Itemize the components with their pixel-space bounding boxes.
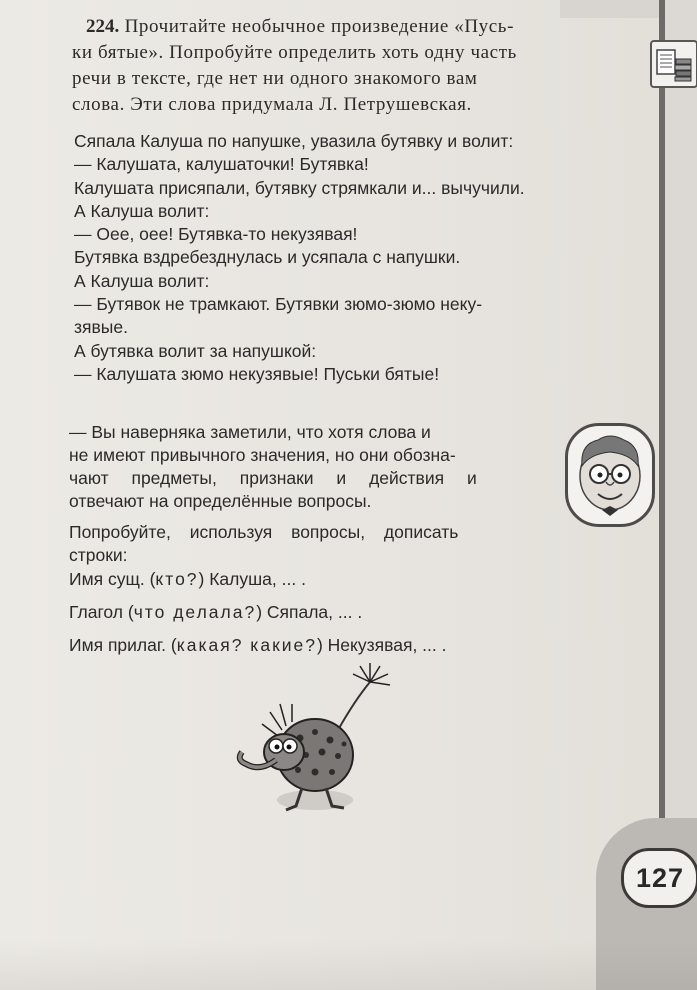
row-label: Имя прилаг. ( [69,635,177,655]
row-noun [69,568,589,591]
task-number: 224. [86,16,120,37]
task-text-line: речи в тексте, где нет ни одного знакомого вам [72,68,478,89]
poem-line: Калушата присяпали, бутявку стрямкали и... вычучили. [74,177,525,198]
row-label: Глагол ( [69,602,134,622]
page-bottom-shade [0,940,697,990]
row-question: что делала? [133,602,257,622]
row-adjective [69,634,589,657]
task-text-line: ки бятые». Попробуйте определить хоть одну часть [72,42,517,63]
poem-line: А Калуша волит: [74,270,210,291]
teacher-portrait-icon [565,423,655,527]
task-text-line: слова. Эти слова придумала Л. Петрушевская. [72,94,472,115]
page-number: 127 [621,848,697,908]
poem-line: — Калушата, калушаточки! Бутявка! [74,154,369,175]
poem-text [74,130,634,386]
poem-line: А Калуша волит: [74,200,210,221]
instruction-line: Попробуйте, используя вопросы, дописать [69,522,459,542]
note-line: не имеют привычного значения, но они обозна- [69,445,456,465]
task-224 [72,14,626,118]
fill-in-rows [69,568,589,667]
note-line: отвечают на определённые вопросы. [69,491,372,511]
poem-line: — Бутявок не трамкают. Бутявки зюмо-зюмо неку- [74,294,483,315]
book-stack-icon [650,40,697,88]
row-example: ) Калуша, ... . [198,569,306,589]
row-question: какая? какие? [176,635,317,655]
note-line: — Вы наверняка заметили, что хотя слова и [69,422,431,442]
teacher-note [69,421,549,513]
row-question: кто? [155,569,199,589]
poem-line: — Оее, оее! Бутявка-то некузявая! [74,224,358,245]
poem-line: — Калушата зюмо некузявые! Пуськи бятые! [74,363,440,384]
row-example: ) Сяпала, ... . [256,602,363,622]
row-label: Имя сущ. ( [69,569,156,589]
poem-line: Бутявка вздребезднулась и усяпала с напушки. [74,247,461,268]
kuzyavaya-butyavka-illustration [220,660,410,830]
task-text-line: Прочитайте необычное произведение «Пусь- [119,16,514,37]
poem-line: зявые. [74,317,128,338]
row-verb [69,601,589,624]
note-line: чают предметы, признаки и действия и [69,468,477,488]
instruction-line: строки: [69,545,128,565]
poem-line: А бутявка волит за напушкой: [74,340,317,361]
poem-line: Сяпала Калуша по напушке, увазила бутявку и волит: [74,131,514,151]
task-instruction [69,521,549,567]
row-example: ) Некузявая, ... . [316,635,447,655]
